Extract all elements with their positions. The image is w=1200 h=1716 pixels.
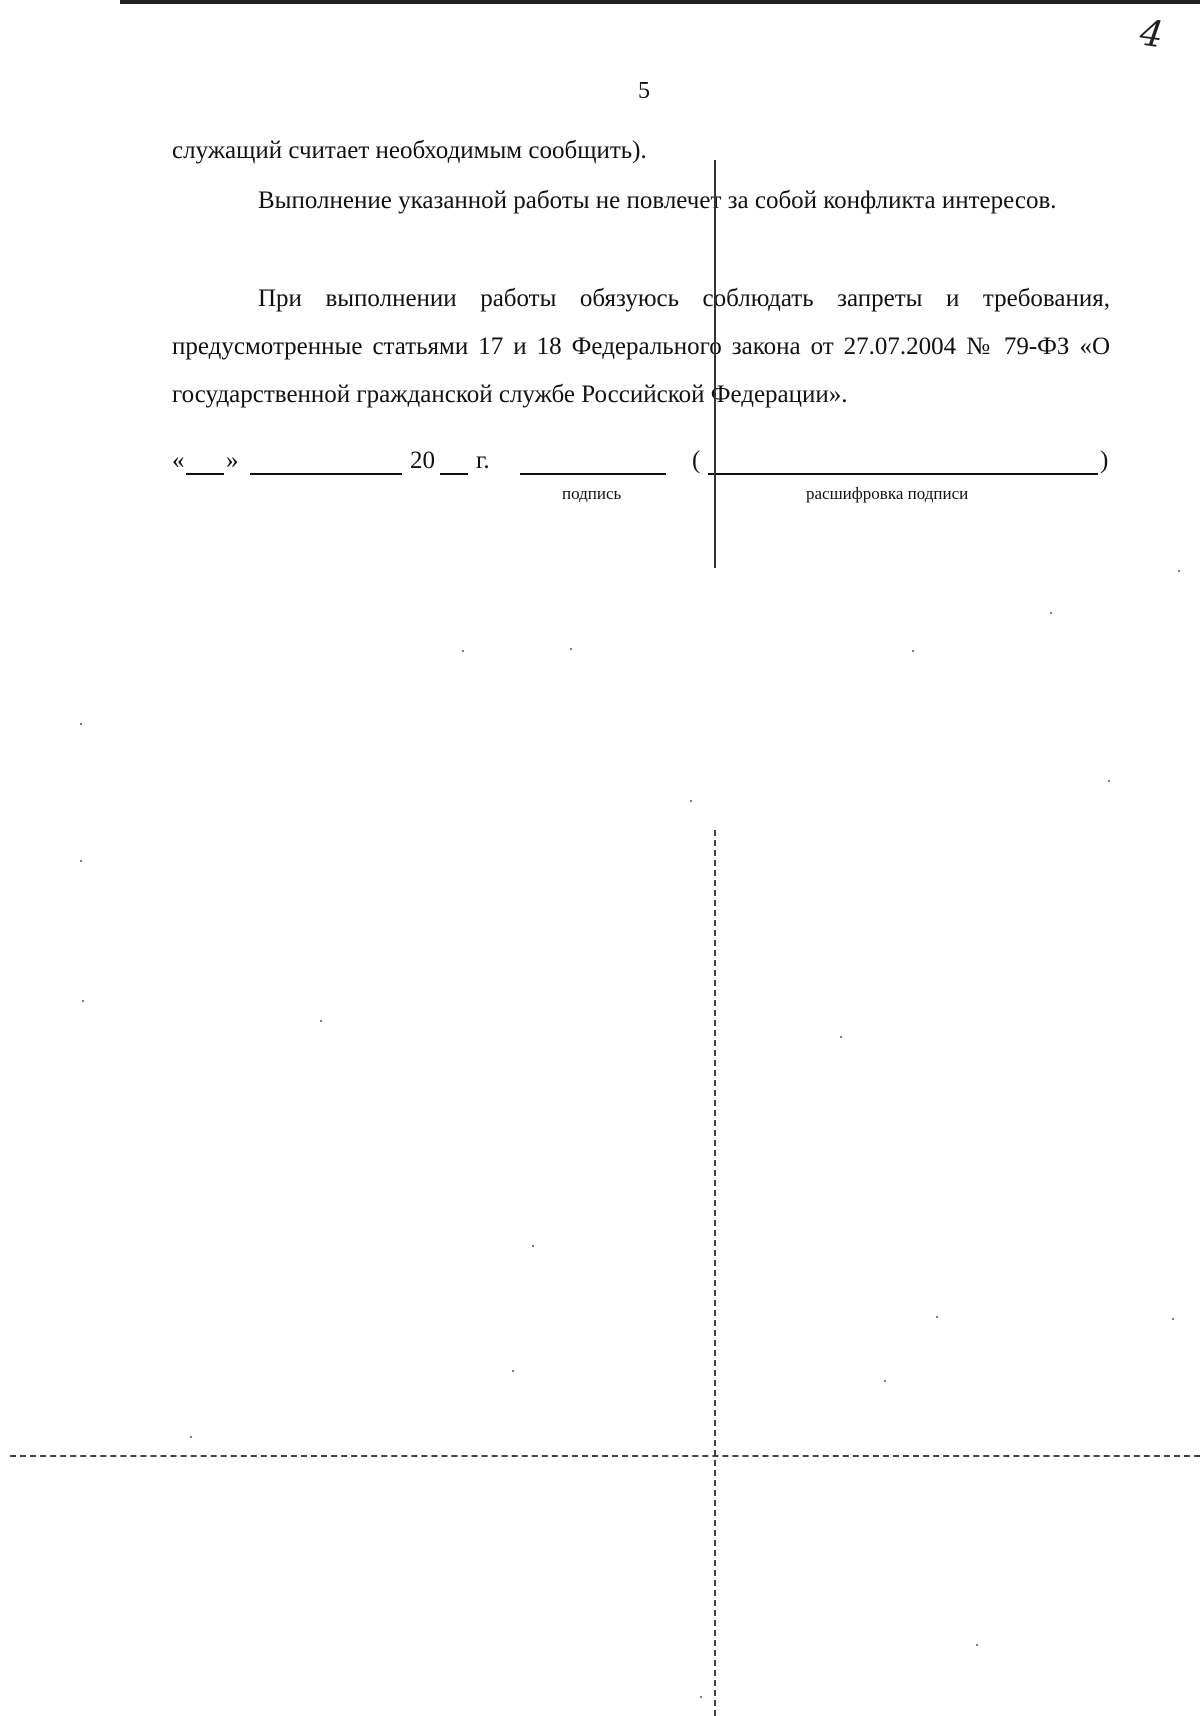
signature-caption: подпись xyxy=(562,484,622,503)
year-prefix: 20 xyxy=(410,447,435,474)
decoding-caption: расшифровка подписи xyxy=(806,484,969,503)
scan-speck xyxy=(700,1696,702,1698)
signature-date-line xyxy=(172,447,1112,507)
decoding-blank xyxy=(708,447,1098,475)
scan-speck xyxy=(912,650,914,652)
scan-speck xyxy=(462,650,464,652)
scan-speck xyxy=(976,1644,978,1646)
scan-speck xyxy=(936,1316,938,1318)
scan-speck xyxy=(1050,612,1052,614)
paragraph-continuation: служащий считает необходимым сообщить). xyxy=(172,137,647,164)
scan-speck xyxy=(690,800,692,802)
scan-speck xyxy=(1178,570,1180,572)
scan-speck xyxy=(80,860,82,862)
close-paren: ) xyxy=(1100,447,1109,474)
scan-speck xyxy=(512,1370,514,1372)
year-suffix: г. xyxy=(476,447,490,474)
scan-speck xyxy=(1108,780,1110,782)
scan-speck xyxy=(82,1000,84,1002)
scan-edge xyxy=(120,0,1200,4)
fold-line-vertical-upper xyxy=(714,160,716,568)
scan-speck xyxy=(190,1436,192,1438)
scan-speck xyxy=(1172,1318,1174,1320)
scan-speck xyxy=(884,1380,886,1382)
page-number: 5 xyxy=(638,78,650,104)
signature-blank xyxy=(520,447,666,475)
day-blank xyxy=(186,447,224,475)
paragraph-obligations xyxy=(172,275,1110,419)
scan-speck xyxy=(80,723,82,725)
date-open-quote: « xyxy=(172,447,185,474)
date-close-quote: » xyxy=(226,447,239,474)
year-blank xyxy=(440,447,468,475)
paragraph-no-conflict xyxy=(172,177,1110,225)
fold-line-horizontal xyxy=(10,1455,1200,1457)
scan-speck xyxy=(840,1036,842,1038)
paragraph-no-conflict-text: Выполнение указанной работы не повлечет за собой конфликта интересов. xyxy=(258,187,1057,214)
month-blank xyxy=(250,447,402,475)
scan-speck xyxy=(532,1245,534,1247)
fold-line-vertical-lower xyxy=(714,830,716,1716)
scan-speck xyxy=(570,648,572,650)
handwritten-page-mark: 4 xyxy=(1137,12,1166,57)
paragraph-obligations-text: При выполнении работы обязуюсь соблюдать запреты и требования, предусмотренные статьями 17 и 18 Федерального закона от 27.07.2004 № 79-ФЗ «О государственной гражданской службе Российской Федерации». xyxy=(172,285,1110,408)
open-paren: ( xyxy=(692,447,701,474)
scan-speck xyxy=(320,1020,322,1022)
